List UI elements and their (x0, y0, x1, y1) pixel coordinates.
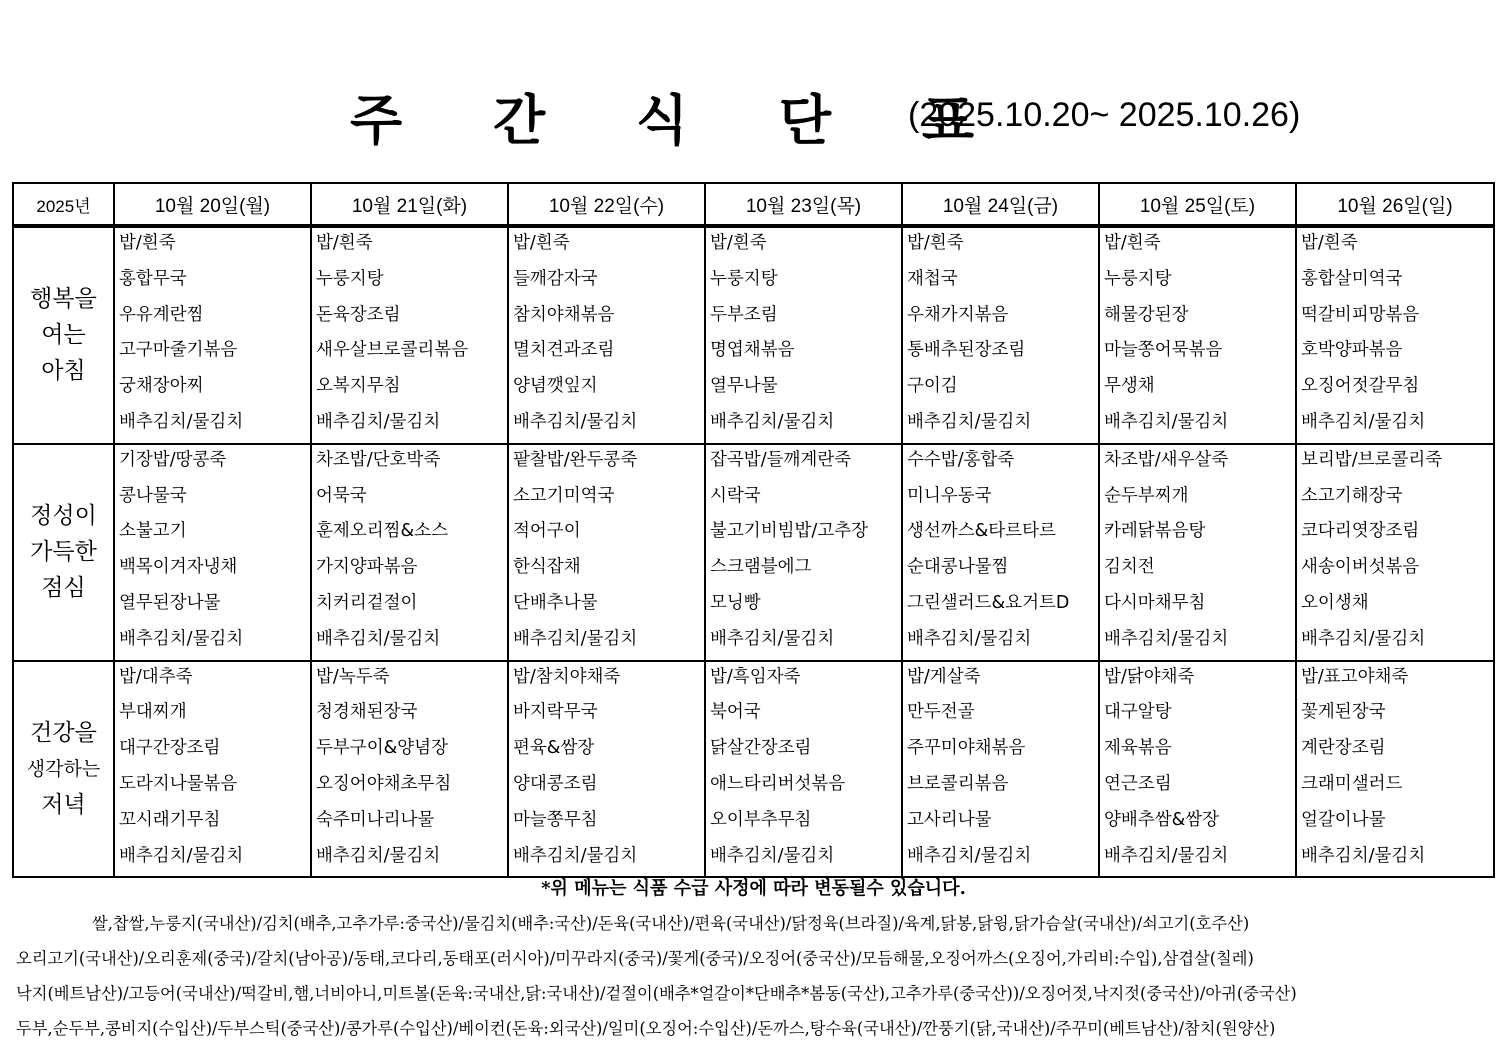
menu-item: 카레닭볶음탕 (1104, 521, 1206, 542)
menu-item: 대구간장조림 (119, 738, 221, 759)
menu-item: 밥/흰죽 (1301, 233, 1358, 253)
page-title: 주 간 식 단 표 (350, 88, 1011, 152)
menu-item: 밥/흰죽 (907, 233, 964, 253)
menu-item: 배추김치/물김치 (710, 628, 835, 649)
menu-item: 무생채 (1104, 376, 1155, 397)
meal-label-line: 가득한 (30, 539, 97, 566)
menu-item: 두부구이&양념장 (316, 738, 448, 759)
menu-item: 순두부찌개 (1104, 485, 1189, 506)
menu-item: 잡곡밥/들깨계란죽 (710, 449, 852, 470)
menu-cell (508, 444, 705, 661)
menu-item: 누룽지탕 (1104, 268, 1172, 289)
meal-row (13, 444, 1494, 661)
menu-item: 밥/녹두죽 (316, 666, 390, 687)
menu-item: 양념깻잎지 (513, 376, 598, 397)
menu-item: 양대콩조림 (513, 773, 598, 794)
menu-item: 멸치견과조림 (513, 340, 615, 361)
menu-item: 차조밥/단호박죽 (316, 449, 441, 470)
menu-item: 오복지무침 (316, 376, 401, 397)
menu-item: 구이김 (907, 376, 958, 397)
menu-item: 배추김치/물김치 (907, 411, 1032, 432)
origin-info-line: 낙지(베트남산)/고등어(국내산)/떡갈비,햄,너비아니,미트볼(돈육:국내산,닭:국내산)/겉절이(배추*얼갈이*단배추*봄동(국산),고추가루(중국산))/오징어젓,낙지젓(중국산)/아귀(중국산) (16, 984, 1297, 1003)
menu-item: 배추김치/물김치 (907, 628, 1032, 649)
menu-item: 바지락무국 (513, 702, 598, 723)
meal-label (13, 661, 114, 878)
day-header: 10월 26일(일) (1296, 183, 1494, 226)
menu-item: 배추김치/물김치 (513, 845, 638, 866)
menu-item: 새우살브로콜리볶음 (316, 340, 469, 361)
menu-item: 명엽채볶음 (710, 340, 795, 361)
menu-item: 배추김치/물김치 (1301, 628, 1426, 649)
menu-item: 미니우동국 (907, 485, 992, 506)
menu-item: 밥/표고야채죽 (1301, 666, 1409, 687)
meal-label-line: 정성이 (30, 503, 97, 530)
menu-item: 생선까스&타르타르 (907, 521, 1056, 542)
menu-item: 통배추된장조림 (907, 340, 1026, 361)
menu-item: 배추김치/물김치 (1104, 628, 1229, 649)
menu-item: 두부조림 (710, 304, 778, 325)
menu-item: 밥/흰죽 (710, 233, 767, 253)
menu-item: 배추김치/물김치 (1301, 845, 1426, 866)
menu-item: 얼갈이나물 (1301, 809, 1386, 830)
menu-item: 배추김치/물김치 (513, 411, 638, 432)
menu-item: 마늘쫑무침 (513, 809, 598, 830)
menu-item: 고구마줄기볶음 (119, 340, 238, 361)
menu-item: 주꾸미야채볶음 (907, 738, 1026, 759)
menu-item: 브로콜리볶음 (907, 773, 1009, 794)
menu-item: 배추김치/물김치 (513, 628, 638, 649)
menu-item: 백목이겨자냉채 (119, 557, 238, 578)
year-header: 2025년 (13, 183, 114, 226)
menu-item: 홍합살미역국 (1301, 268, 1403, 289)
menu-item: 닭살간장조림 (710, 738, 812, 759)
menu-item: 우유계란찜 (119, 304, 204, 325)
menu-item: 소고기미역국 (513, 485, 615, 506)
menu-item: 소고기해장국 (1301, 485, 1403, 506)
menu-item: 들깨감자국 (513, 268, 598, 289)
menu-item: 배추김치/물김치 (1104, 411, 1229, 432)
menu-item: 모닝빵 (710, 592, 761, 613)
origin-info-line: 두부,순두부,콩비지(수입산)/두부스틱(중국산)/콩가루(수입산)/베이컨(돈육:외국산)/일미(오징어:수입산)/돈까스,탕수육(국내산)/깐풍기(닭,국내산)/주꾸미(베트남산)/참치(원양산) (16, 1019, 1276, 1038)
menu-cell (902, 444, 1099, 661)
menu-item: 보리밥/브로콜리죽 (1301, 449, 1443, 470)
menu-cell (311, 661, 508, 878)
meal-label-line: 생각하는 (26, 757, 101, 780)
menu-cell (114, 661, 311, 878)
menu-item: 콩나물국 (119, 485, 187, 506)
menu-item: 밥/흰죽 (513, 233, 570, 253)
menu-item: 밥/흰죽 (1104, 233, 1161, 253)
menu-item: 새송이버섯볶음 (1301, 557, 1420, 578)
menu-item: 재첩국 (907, 268, 958, 289)
day-header: 10월 23일(목) (705, 183, 902, 226)
meal-label (13, 444, 114, 661)
menu-item: 단배추나물 (513, 592, 598, 613)
menu-item: 우채가지볶음 (907, 304, 1009, 325)
menu-item: 배추김치/물김치 (907, 845, 1032, 866)
menu-cell (902, 226, 1099, 444)
menu-item: 오징어젓갈무침 (1301, 376, 1420, 397)
menu-item: 밥/닭야채죽 (1104, 666, 1195, 687)
menu-item: 고사리나물 (907, 809, 992, 830)
menu-item: 시락국 (710, 485, 761, 506)
menu-item: 배추김치/물김치 (316, 411, 441, 432)
menu-cell (1099, 444, 1296, 661)
weekly-menu-table (12, 182, 1495, 878)
meal-label-line: 행복을 (30, 286, 97, 313)
origin-info-line: 오리고기(국내산)/오리훈제(중국)/갈치(남아공)/동태,코다리,동태포(러시아)/미꾸라지(중국)/꽃게(중국)/오징어(중국산)/모듬해물,오징어까스(오징어,가리비:수입),삼겹살(칠레) (16, 949, 1254, 968)
menu-item: 편육&쌈장 (513, 738, 595, 759)
menu-item: 소불고기 (119, 521, 187, 542)
meal-label-line: 저녁 (41, 791, 86, 818)
menu-item: 수수밥/홍합죽 (907, 449, 1015, 470)
menu-item: 오이부추무침 (710, 809, 812, 830)
menu-item: 배추김치/물김치 (710, 411, 835, 432)
menu-item: 계란장조림 (1301, 738, 1386, 759)
menu-item: 누룽지탕 (316, 268, 384, 289)
menu-item: 홍합무국 (119, 268, 187, 289)
meal-label-line: 건강을 (30, 719, 97, 746)
menu-item: 열무된장나물 (119, 592, 221, 613)
menu-item: 밥/흰죽 (316, 233, 373, 253)
menu-item: 훈제오리찜&소스 (316, 521, 448, 542)
menu-cell (1099, 661, 1296, 878)
menu-item: 청경채된장국 (316, 702, 418, 723)
menu-item: 밥/참치야채죽 (513, 666, 621, 687)
menu-item: 떡갈비피망볶음 (1301, 304, 1420, 325)
menu-item: 순대콩나물찜 (907, 557, 1009, 578)
meal-label (13, 226, 114, 444)
menu-item: 북어국 (710, 702, 761, 723)
menu-cell (1099, 226, 1296, 444)
menu-item: 코다리엿장조림 (1301, 521, 1420, 542)
menu-item: 열무나물 (710, 376, 778, 397)
menu-item: 배추김치/물김치 (119, 411, 244, 432)
day-header: 10월 22일(수) (508, 183, 705, 226)
menu-cell (705, 661, 902, 878)
menu-item: 치커리겉절이 (316, 592, 418, 613)
menu-item: 연근조림 (1104, 773, 1172, 794)
menu-cell (705, 226, 902, 444)
menu-item: 가지양파볶음 (316, 557, 418, 578)
menu-item: 배추김치/물김치 (1104, 845, 1229, 866)
menu-item: 밥/흰죽 (119, 233, 176, 253)
menu-item: 배추김치/물김치 (119, 845, 244, 866)
menu-cell (311, 444, 508, 661)
menu-cell (1296, 444, 1494, 661)
meal-label-line: 여는 (41, 322, 86, 349)
menu-item: 배추김치/물김치 (710, 845, 835, 866)
menu-item: 오징어야채초무침 (316, 773, 452, 794)
meal-row (13, 661, 1494, 878)
menu-item: 어묵국 (316, 485, 367, 506)
menu-item: 도라지나물볶음 (119, 773, 238, 794)
menu-item: 배추김치/물김치 (119, 628, 244, 649)
menu-item: 대구알탕 (1104, 702, 1172, 723)
menu-item: 양배추쌈&쌈장 (1104, 809, 1220, 830)
menu-cell (114, 444, 311, 661)
menu-cell (508, 661, 705, 878)
menu-item: 밥/게살죽 (907, 666, 981, 687)
menu-item: 숙주미나리나물 (316, 809, 435, 830)
menu-cell (902, 661, 1099, 878)
menu-item: 스크램블에그 (710, 557, 812, 578)
menu-cell (114, 226, 311, 444)
menu-cell (508, 226, 705, 444)
menu-item: 누룽지탕 (710, 268, 778, 289)
menu-item: 적어구이 (513, 521, 581, 542)
menu-item: 김치전 (1104, 557, 1155, 578)
menu-item: 팥찰밥/완두콩죽 (513, 449, 638, 470)
menu-item: 배추김치/물김치 (1301, 411, 1426, 432)
menu-item: 오이생채 (1301, 592, 1369, 613)
menu-item: 그린샐러드&요거트D (907, 592, 1070, 613)
meal-label-line: 점심 (41, 575, 86, 602)
menu-item: 부대찌개 (119, 702, 187, 723)
header-row (13, 183, 1494, 226)
menu-item: 배추김치/물김치 (316, 628, 441, 649)
menu-item: 꽃게된장국 (1301, 702, 1386, 723)
meal-row (13, 226, 1494, 444)
day-header: 10월 21일(화) (311, 183, 508, 226)
menu-item: 밥/흑임자죽 (710, 666, 801, 687)
menu-item: 차조밥/새우살죽 (1104, 449, 1229, 470)
menu-cell (1296, 661, 1494, 878)
menu-cell (705, 444, 902, 661)
menu-change-notice: *위 메뉴는 식품 수급 사정에 따라 변동될수 있습니다. (541, 878, 966, 899)
meal-label-line: 아침 (41, 358, 86, 385)
menu-item: 돈육장조림 (316, 304, 401, 325)
menu-item: 기장밥/땅콩죽 (119, 449, 227, 470)
day-header: 10월 25일(토) (1099, 183, 1296, 226)
menu-item: 꼬시래기무침 (119, 809, 221, 830)
day-header: 10월 20일(월) (114, 183, 311, 226)
menu-item: 만두전골 (907, 702, 975, 723)
menu-item: 해물강된장 (1104, 304, 1189, 325)
menu-item: 배추김치/물김치 (316, 845, 441, 866)
menu-item: 궁채장아찌 (119, 376, 204, 397)
menu-item: 제육볶음 (1104, 738, 1172, 759)
menu-item: 밥/대추죽 (119, 666, 193, 687)
menu-item: 크래미샐러드 (1301, 773, 1403, 794)
menu-cell (311, 226, 508, 444)
date-range: (2025.10.20~ 2025.10.26) (908, 96, 1301, 134)
day-header: 10월 24일(금) (902, 183, 1099, 226)
menu-item: 참치야채볶음 (513, 304, 615, 325)
menu-item: 애느타리버섯볶음 (710, 773, 846, 794)
menu-item: 한식잡채 (513, 557, 581, 578)
menu-cell (1296, 226, 1494, 444)
menu-item: 호박양파볶음 (1301, 340, 1403, 361)
menu-item: 마늘쫑어묵볶음 (1104, 340, 1223, 361)
menu-item: 불고기비빔밥/고추장 (710, 521, 869, 542)
menu-item: 다시마채무침 (1104, 592, 1206, 613)
origin-info-line: 쌀,찹쌀,누룽지(국내산)/김치(배추,고추가루:중국산)/물김치(배추:국산)/돈육(국내산)/편육(국내산)/닭정육(브라질)/육계,닭봉,닭윙,닭가슴살(국내산)/쇠고기(호주산) (92, 914, 1250, 933)
